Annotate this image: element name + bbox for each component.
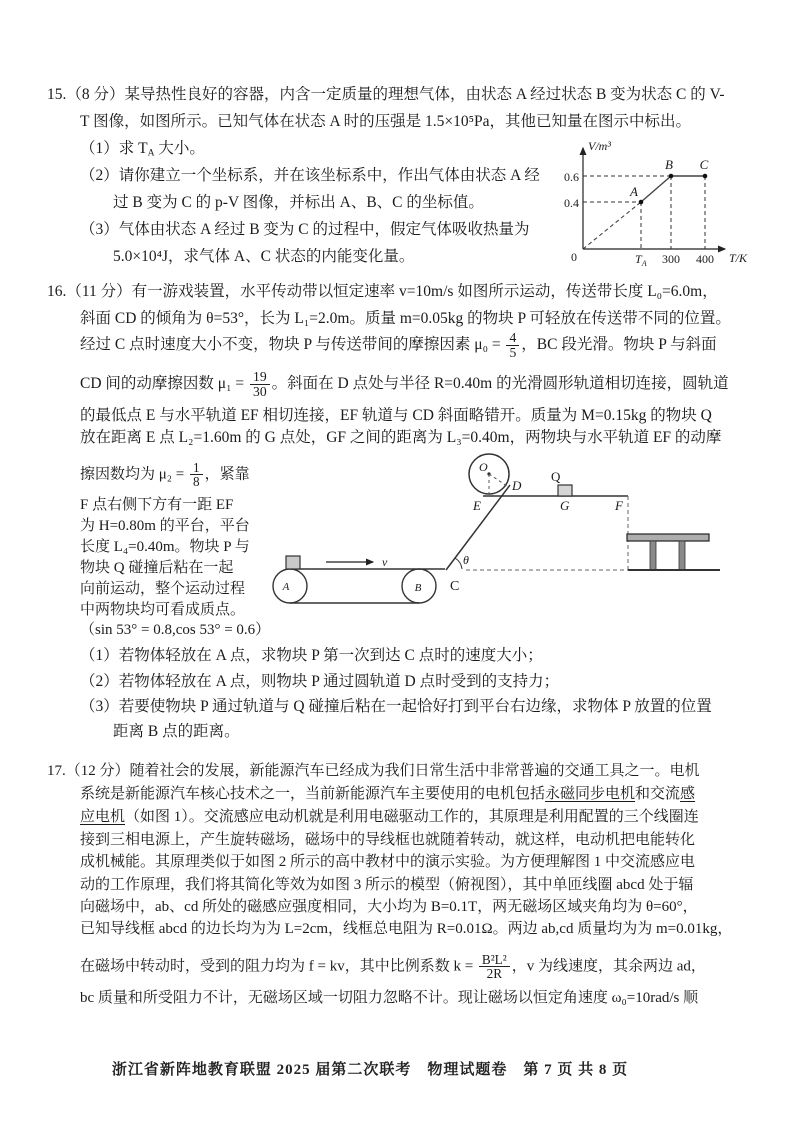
text-line: 在磁场中转动时，受到的阻力均为 f = kv，其中比例系数 k = $\frac{\text{B²L²}}{2R}$ ，v 为线速度，其余两边 ad， [80, 952, 706, 982]
page-footer: 浙江省新阵地教育联盟 2025 届第二次联考 物理试题卷 第 7 页 共 8 页 [111, 1062, 629, 1078]
text-line: 物块 Q 碰撞后粘在一起 [80, 560, 234, 576]
fraction: $\frac{4}{5}$ [506, 331, 519, 360]
label-f: F [615, 498, 623, 513]
point-a [639, 200, 644, 205]
text-line: T 图像，如图所示。已知气体在状态 A 时的压强是 1.5×10⁵Pa，其他已知量在图示中标出。 [80, 113, 692, 130]
text-line: 中两物块均可看成质点。 [80, 602, 246, 618]
text-line: 15.（8 分）某导热性良好的容器，内含一定质量的理想气体，由状态 A 经过状态 B 变为状态 C 的 V- [47, 86, 725, 103]
text-line: 接到三相电源上，产生旋转磁场，磁场中的导线框也就随着转动，就这样，电动机把电能转化 [80, 832, 696, 848]
text-line: （2）请你建立一个坐标系，并在该坐标系中，作出气体由状态 A 经 [80, 167, 540, 184]
text-line: 的最低点 E 与水平轨道 EF 相切连接，EF 轨道与 CD 斜面略错开。质量为 M=0.15kg 的物块 Q [80, 407, 712, 424]
ytick-04: 0.4 [564, 196, 579, 210]
text-line: （3）气体由状态 A 经过 B 变为 C 的过程中，假定气体吸收热量为 [80, 221, 530, 238]
xtick-400: 400 [696, 252, 714, 266]
point-b [669, 174, 674, 179]
y-axis-label: V/m³ [588, 139, 611, 153]
label-pulley-b: B [414, 582, 422, 594]
text-line: 已知导线框 abcd 的边长均为为 L=2cm，线框总电阻为 R=0.01Ω。两边 ab,cd 质量均为为 m=0.01kg， [80, 921, 733, 937]
text-line: （sin 53° = 0.8,cos 53° = 0.6） [80, 622, 271, 638]
text-line: 应电机（如图 1）。交流感应电动机就是利用电磁驱动工作的，其原理是利用配置的三个线圈连 [80, 809, 699, 825]
origin-label: 0 [571, 250, 577, 264]
label-c: C [450, 579, 460, 594]
label-d: D [512, 478, 522, 493]
angle-arc [455, 558, 462, 569]
text-line: 16.（11 分）有一游戏装置，水平传动带以恒定速率 v=10m/s 如图所示运动，传送带长度 L₀=6.0m， [47, 283, 718, 300]
label-o: O [479, 460, 488, 474]
xtick-ta: $T_A$ [635, 252, 647, 268]
label-b: B [665, 157, 673, 172]
text-line: （3）若要使物块 P 通过轨道与 Q 碰撞后粘在一起恰好打到平台右边缘，求物体 P 放置的位置 [80, 698, 712, 715]
text-line: （2）若物体轻放在 A 点，则物块 P 通过圆轨道 D 点时受到的支持力； [80, 673, 560, 690]
platform [627, 534, 720, 570]
text-line: 系统是新能源汽车核心技术之一，当前新能源汽车主要使用的电机包括永磁同步电机和交流感 [80, 786, 696, 802]
text-line: 经过 C 点时速度大小不变，物块 P 与传送带间的摩擦因素 μ₀ = $\frac{4}{5}$ ，BC 段光滑。物块 P 与斜面 [80, 330, 717, 360]
dashed-reference-lines [466, 496, 628, 570]
circular-track [469, 454, 509, 494]
label-pulley-a: A [282, 581, 290, 593]
dashed-guides [583, 176, 705, 249]
label-theta: θ [463, 553, 469, 567]
text-line: 长度 L₄=0.40m。物块 P 与 [80, 539, 250, 555]
fraction: $\frac{\text{B²L²}}{2R}$ [479, 953, 510, 981]
text-line: （1）求 $T_A$ 大小。 [80, 140, 205, 159]
text-line: bc 质量和所受阻力不计，无磁场区域一切阻力忽略不计。现让磁场以恒定角速度 ω₀=10rad/s 顺 [80, 990, 699, 1006]
text-line: （1）若物体轻放在 A 点，求物块 P 第一次到达 C 点时的速度大小； [80, 647, 543, 664]
text-line: F 点右侧下方有一距 EF [80, 497, 234, 513]
vt-curve [641, 176, 705, 202]
label-q: Q [551, 469, 561, 484]
text-line: 放在距离 E 点 L₂=1.60m 的 G 点处，GF 之间的距离为 L₃=0.40m，两物块与水平轨道 EF 的动摩 [80, 429, 722, 446]
text-line: 成机械能。其原理类似于如图 2 所示的高中教材中的演示实验。为方便理解图 1 中交流感应电 [80, 854, 696, 870]
label-c: C [699, 157, 709, 172]
label-g: G [560, 498, 570, 513]
label-e: E [473, 498, 481, 513]
text-line: CD 间的动摩擦因数 μ₁ = $\frac{19}{30}$ 。斜面在 D 点处与半径 R=0.40m 的光滑圆形轨道相切连接，圆轨道 [80, 369, 729, 399]
ytick-06: 0.6 [564, 170, 579, 184]
text-line: 5.0×10⁴J，求气体 A、C 状态的内能变化量。 [113, 248, 415, 265]
block-q [558, 485, 572, 496]
text-line: 向前运动，整个运动过程 [80, 581, 246, 597]
fraction: $\frac{19}{30}$ [250, 370, 270, 399]
text-line: 擦因数均为 μ₂ = $\frac{1}{8}$ ，紧靠 [80, 460, 250, 490]
text-line: 动的工作原理，我们将其简化等效为如图 3 所示的模型（俯视图），其中单匝线圈 abcd 处于辐 [80, 877, 694, 893]
figure-apparatus-diagram [270, 440, 760, 620]
text-line: 距离 B 点的距离。 [113, 723, 240, 740]
text-line: 过 B 变为 C 的 p-V 图像，并标出 A、B、C 的坐标值。 [113, 194, 484, 211]
figure-vt-graph [557, 136, 752, 270]
text-line: 为 H=0.80m 的平台，平台 [80, 518, 250, 534]
xtick-300: 300 [662, 252, 680, 266]
point-c [703, 174, 708, 179]
text-line: 17.（12 分）随着社会的发展，新能源汽车已经成为我们日常生活中非常普遍的交通工具之一。电机 [47, 763, 700, 779]
text-line: 斜面 CD 的倾角为 θ=53°，长为 L₁=2.0m。质量 m=0.05kg 的物块 P 可轻放在传送带不同的位置。 [80, 310, 731, 327]
text-line: 向磁场中，ab、cd 所处的磁感应强度相同，大小均为 B=0.1T，两无磁场区域夹角均为 θ=60°， [80, 899, 698, 915]
block-p [286, 556, 300, 569]
label-v: v [382, 555, 388, 569]
label-a: A [630, 184, 638, 199]
x-axis-label: T/K [729, 251, 748, 265]
fraction: $\frac{1}{8}$ [190, 461, 203, 489]
